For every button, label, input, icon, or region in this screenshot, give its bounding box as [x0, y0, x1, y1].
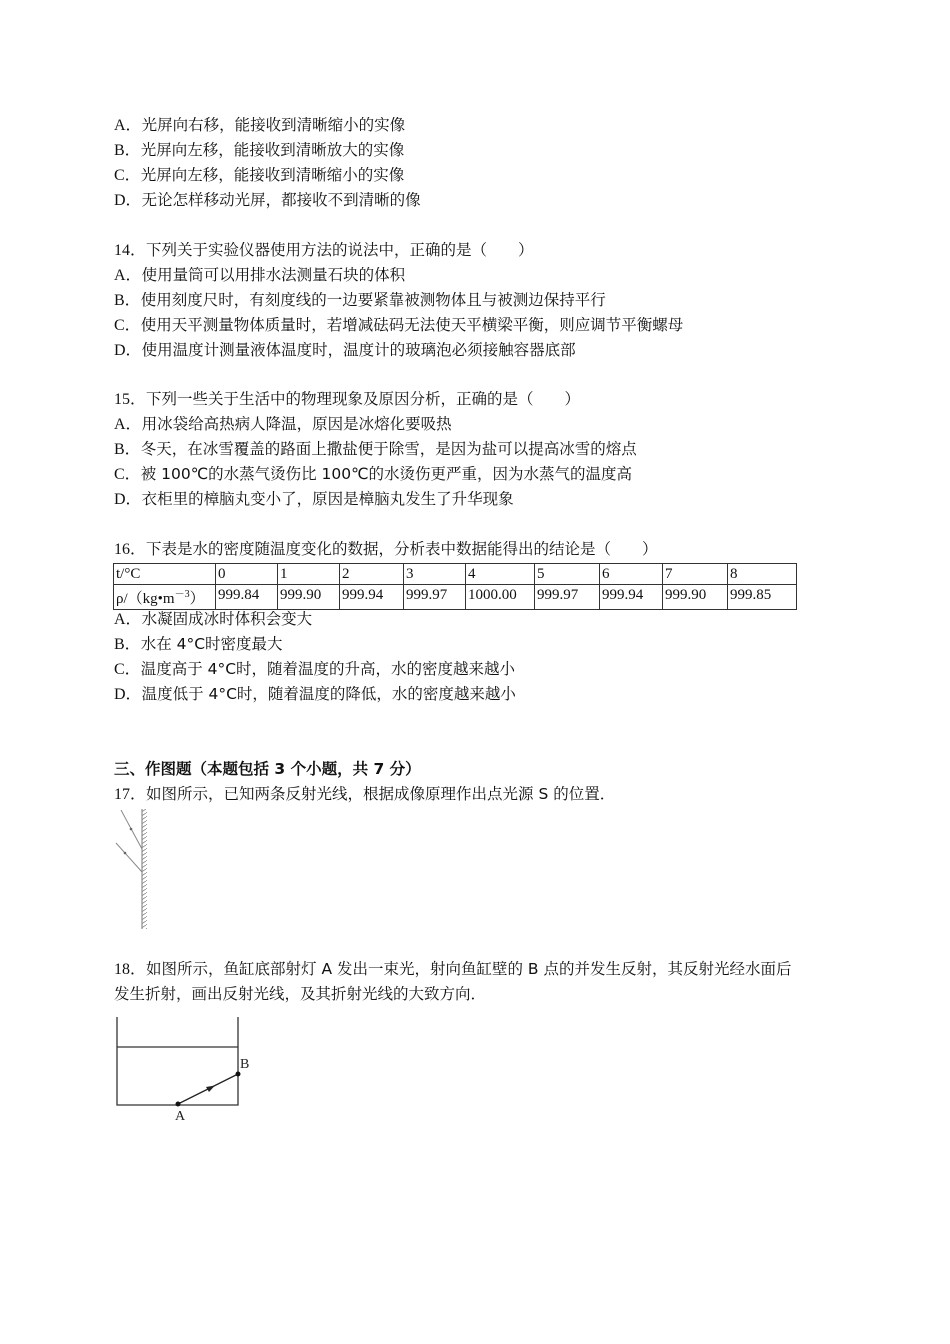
- label-b: B: [240, 1057, 250, 1072]
- q14-option-c: [114, 315, 683, 336]
- q15-option-a: [114, 414, 452, 435]
- q17-mirror-figure: [110, 805, 160, 935]
- table-cell: 999.94: [600, 585, 663, 610]
- table-cell: 0: [216, 564, 278, 585]
- option-text: 使用量筒可以用排水法测量石块的体积: [141, 266, 406, 284]
- density-unit-exponent: －3: [174, 589, 190, 600]
- option-letter: A．: [114, 416, 142, 433]
- option-text: 光屏向左移，能接收到清晰缩小的实像: [140, 166, 405, 184]
- question-number: 15．: [114, 391, 147, 408]
- plane-mirror-icon: [142, 809, 147, 929]
- table-cell: 5: [535, 564, 600, 585]
- option-letter: A．: [114, 117, 142, 134]
- table-cell: 999.97: [535, 585, 600, 610]
- question-text: 下列一些关于生活中的物理现象及原因分析，正确的是（ ）: [146, 390, 581, 408]
- option-letter: D．: [114, 491, 142, 508]
- option-text: 使用天平测量物体质量时，若增减砝码无法使天平横梁平衡，则应调节平衡螺母: [140, 316, 684, 334]
- table-cell: 1000.00: [466, 585, 535, 610]
- question-number: 14．: [114, 242, 147, 259]
- light-ray-a-to-b: [178, 1074, 238, 1104]
- q16-option-c: [114, 659, 515, 680]
- q14-option-a: [114, 265, 405, 286]
- table-cell: 3: [404, 564, 466, 585]
- table-cell: 999.90: [663, 585, 728, 610]
- q16-option-d: [114, 684, 516, 705]
- q14-option-b: [114, 290, 606, 311]
- density-unit-suffix: ）: [189, 591, 205, 607]
- water-density-table: [113, 563, 797, 610]
- table-row-temperature: [114, 564, 797, 585]
- option-letter: C．: [114, 317, 141, 334]
- question-number: 17．: [114, 786, 147, 803]
- reflected-ray-2: [116, 843, 142, 872]
- option-text: 冬天，在冰雪覆盖的路面上撒盐便于除雪，是因为盐可以提高冰雪的熔点: [140, 440, 637, 458]
- row-header-temperature: t/°C: [114, 564, 216, 585]
- option-text: 无论怎样移动光屏，都接收不到清晰的像: [141, 191, 421, 209]
- question-text: 如图所示，已知两条反射光线，根据成像原理作出点光源 S 的位置．: [146, 785, 616, 803]
- option-letter: C．: [114, 466, 141, 483]
- table-cell: 2: [340, 564, 404, 585]
- fish-tank-icon: [117, 1017, 238, 1105]
- option-letter: D．: [114, 342, 142, 359]
- arrow-icon: [206, 1086, 215, 1093]
- question-text: 下表是水的密度随温度变化的数据，分析表中数据能得出的结论是（ ）: [146, 540, 658, 558]
- table-cell: 999.97: [404, 585, 466, 610]
- option-letter: C．: [114, 167, 141, 184]
- table-cell: 7: [663, 564, 728, 585]
- q15-stem: [114, 389, 580, 410]
- q13-option-d: [114, 190, 421, 211]
- question-text: 如图所示，鱼缸底部射灯 A 发出一束光，射向鱼缸壁的 B 点的并发生反射，其反射光经水面后: [146, 960, 792, 978]
- q14-option-d: [114, 340, 576, 361]
- option-letter: B．: [114, 292, 141, 309]
- q17-stem: [114, 784, 615, 805]
- option-letter: B．: [114, 142, 141, 159]
- q15-option-d: [114, 489, 514, 510]
- table-cell: 999.85: [728, 585, 797, 610]
- option-text: 被 100℃的水蒸气烫伤比 100℃的水烫伤更严重，因为水蒸气的温度高: [140, 465, 633, 483]
- option-text: 使用刻度尺时，有刻度线的一边要紧靠被测物体且与被测边保持平行: [140, 291, 606, 309]
- section-title: 三、作图题（本题包括 3 个小题，共 7 分）: [114, 760, 421, 778]
- option-text: 水在 4°C时密度最大: [140, 635, 283, 653]
- q13-option-c: [114, 165, 404, 186]
- question-text: 下列关于实验仪器使用方法的说法中，正确的是（ ）: [146, 241, 534, 259]
- q16-option-a: [114, 609, 312, 630]
- reflected-ray-1: [121, 810, 142, 849]
- option-text: 衣柜里的樟脑丸变小了，原因是樟脑丸发生了升华现象: [141, 490, 514, 508]
- table-cell: 4: [466, 564, 535, 585]
- point-a: [176, 1102, 181, 1107]
- question-number: 18．: [114, 961, 147, 978]
- option-text: 光屏向右移，能接收到清晰缩小的实像: [141, 116, 406, 134]
- table-cell: 999.94: [340, 585, 404, 610]
- q15-option-b: [114, 439, 637, 460]
- row-header-density: [114, 585, 216, 610]
- option-letter: D．: [114, 192, 142, 209]
- q13-option-a: [114, 115, 405, 136]
- table-cell: 6: [600, 564, 663, 585]
- option-letter: A．: [114, 267, 142, 284]
- point-b: [236, 1072, 241, 1077]
- q16-stem: [114, 539, 658, 560]
- option-letter: B．: [114, 636, 141, 653]
- density-unit-prefix: ρ/（kg•m: [116, 591, 175, 607]
- option-text: 用冰袋给高热病人降温，原因是冰熔化要吸热: [141, 415, 452, 433]
- table-cell: 8: [728, 564, 797, 585]
- option-letter: A．: [114, 611, 142, 628]
- option-text: 温度低于 4°C时，随着温度的降低，水的密度越来越小: [141, 685, 516, 703]
- question-number: 16．: [114, 541, 147, 558]
- option-letter: D．: [114, 686, 142, 703]
- q18-stem-line2: 发生折射，画出反射光线，及其折射光线的大致方向．: [114, 985, 487, 1003]
- q14-stem: [114, 240, 534, 261]
- option-letter: B．: [114, 441, 141, 458]
- label-a: A: [175, 1109, 186, 1124]
- table-cell: 1: [278, 564, 340, 585]
- q16-option-b: [114, 634, 283, 655]
- q18-fish-tank-figure: [110, 1012, 260, 1127]
- q13-option-b: [114, 140, 404, 161]
- q18-stem-line1: [114, 959, 791, 980]
- option-text: 使用温度计测量液体温度时，温度计的玻璃泡必须接触容器底部: [141, 341, 576, 359]
- option-text: 水凝固成冰时体积会变大: [141, 610, 313, 628]
- table-cell: 999.84: [216, 585, 278, 610]
- option-text: 温度高于 4°C时，随着温度的升高，水的密度越来越小: [140, 660, 516, 678]
- table-cell: 999.90: [278, 585, 340, 610]
- table-row-density: [114, 585, 797, 610]
- option-letter: C．: [114, 661, 141, 678]
- q15-option-c: [114, 464, 632, 485]
- option-text: 光屏向左移，能接收到清晰放大的实像: [140, 141, 405, 159]
